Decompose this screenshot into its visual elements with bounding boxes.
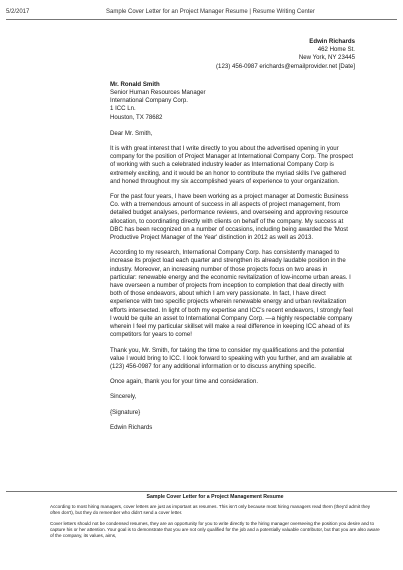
recipient-name: Mr. Ronald Smith (110, 80, 160, 88)
footer-paragraph-2: Cover letters should not be condensed resumes, they are an opportunity for you to write directly to the hiring manager overseeing the position you desire and to capture his or her attention. Your goal is to demonstrate that you are not only qualified for the job and a potentially valuable contributor, but that you are also aware of the company, its values, aims, (50, 520, 380, 539)
article-footer (50, 494, 380, 543)
body-paragraph-2: For the past four years, I have been working as a project manager at Domestic Business Co. with a tremendous amount of success in all aspects of project management, from detailed budget analyses, performance reviews, and overseeing and approving resource allocation, to coordinating directly with clients on behalf of the company. My success at DBC has been recognized on a number of occasions, including being awarded the 'Most Productive Project Manager of the Year' distinction in 2012 as well as 2013. (110, 193, 349, 242)
body-paragraph-1: It is with great interest that I write directly to you about the advertised opening in your company for the position of Project Manager at International Company Corp. The prospect of working with such a celebrated industry leader as International Company Corp is extremely exciting, and it would be an honor to contribute the myriad skills I've gathered and honed throughout my six accomplished years of experience to your organization. (110, 145, 354, 185)
recipient-company: International Company Corp. (110, 97, 188, 105)
cover-letter (110, 38, 355, 439)
footer-title: Sample Cover Letter for a Project Management Resume (146, 494, 284, 500)
recipient-street: 1 ICC Ln. (110, 105, 136, 113)
recipient-city: Houston, TX 78682 (110, 113, 163, 121)
footer-paragraph-1: According to most hiring managers, cover letters are just as important as resumes. This isn't only because most hiring managers read them (they'd admit they often don't), but they do remember who didn't send a cover letter. (50, 504, 371, 516)
body-paragraph-4: Thank you, Mr. Smith, for taking the time to consider my qualifications and the potential value I would bring to ICC. I look forward to speaking with you further, and am available at (123) 456-0987 for any additional information or to discuss anything specific. (110, 346, 352, 370)
valediction: Sincerely, (110, 393, 137, 401)
sender-block (110, 38, 355, 71)
recipient-title: Senior Human Resources Manager (110, 89, 206, 97)
signature-placeholder: {Signature} (110, 408, 141, 416)
closing-name: Edwin Richards (110, 423, 153, 431)
page-header (6, 9, 397, 19)
sender-contact: (123) 456-0987 erichards@emailprovider.net [Date] (216, 62, 355, 70)
header-divider (6, 19, 397, 20)
print-date: 5/2/2017 (6, 9, 30, 15)
recipient-block (110, 81, 355, 122)
sender-city: New York, NY 23445 (298, 54, 355, 62)
salutation: Dear Mr. Smith, (110, 129, 153, 137)
body-paragraph-3: According to my research, International Company Corp. has consistently managed to increase its project load each quarter and strengthen its already laudable position in the industry. Moreover, an increasing number of those projects focus on two areas in particular: renewable energy and the economic revitalization of low-income urban areas. I have overseen a number of projects from inception to completion that deal directly with both of those endeavors, about which I am very passionate. In fact, I have direct experience with two specific projects wherein renewable energy and urban revitalization efforts intersected. In light of both my expertise and ICC's recent endeavors, I strongly feel I would be quite an asset to International Company Corp. —a highly respectable company wherein I feel my particular skillset will make a real difference in keeping ICC ahead of its competitors for years to come! (110, 249, 353, 339)
body-paragraph-5: Once again, thank you for your time and consideration. (110, 378, 259, 386)
closing-block (110, 393, 355, 432)
sender-name: Edwin Richards (309, 38, 355, 45)
page-title: Sample Cover Letter for an Project Manager Resume | Resume Writing Center (106, 9, 315, 15)
sender-street: 462 Home St. (317, 46, 355, 54)
footer-divider (6, 491, 397, 492)
